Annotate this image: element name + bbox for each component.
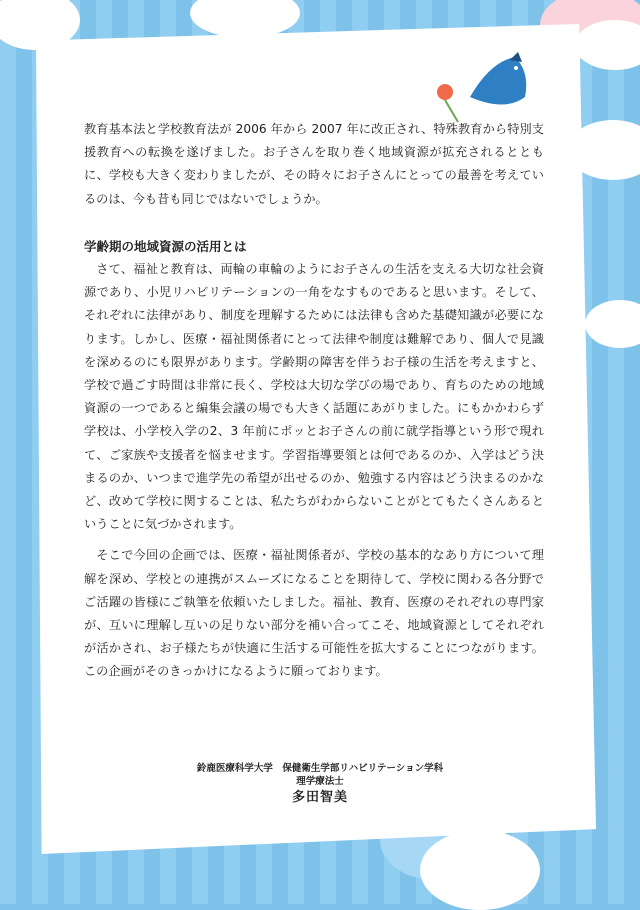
author-title: 理学療法士 (296, 776, 344, 787)
bird-icon (470, 57, 526, 105)
article-body (84, 118, 544, 692)
intro-paragraph: 教育基本法と学校教育法が 2006 年から 2007 年に改正され、特殊教育から特別支援教育への転換を遂げました。お子さんを取り巻く地域資源が拡充されるとともに、学校も大きく変わりましたが、その時々にお子さんにとっての最善を考えているのは、今も昔も同じではないでしょうか。 (84, 122, 544, 206)
flower-icon (437, 84, 453, 100)
section-heading: 学齢期の地域資源の活用とは (84, 238, 247, 254)
author-affiliation: 鈴鹿医療科学大学 保健衛生学部リハビリテーション学科 (196, 763, 444, 774)
cloud-white-bottom (420, 830, 540, 910)
body-paragraph: さて、福祉と教育は、両輪の車輪のようにお子さんの生活を支える大切な社会資源であり、小児リハビリテーションの一角をなすものであると思います。そして、それぞれに法律があり、制度を理解するためには法律も含めた基礎知識が必要になります。しかし、医療・福祉関係者にとって法律や制度は難解であり、個人で見識を深めるのにも限界があります。学齢期の障害を伴うお子様の生活を考えますと、学校で過ごす時間は非常に長く、学校は大切な学びの場であり、育ちのための地域資源の一つであると編集会議の場でも大きく話題にあがりました。にもかかわらず学校は、小学校入学の2、3 年前にポッとお子さんの前に就学指導という形で現れて、ご家族や支援者を悩ませます。学習指導要領とは何であるのか、入学はどう決まるのか、いつまで進学先の希望が出せるのか、勉強する内容はどう決まるのかなど、改めて学校に関することは、私たちがわからないことがとてもたくさんあるということに気づかされます。 (84, 262, 544, 532)
body-paragraph: そこで今回の企画では、医療・福祉関係者が、学校の基本的なあり方について理解を深め、学校との連携がスムーズになることを期待して、学校に関わる各分野でご活躍の皆様にご執筆を依頼いたしました。福祉、教育、医療のそれぞれの専門家が、互いに理解し互いの足りない部分を補い合ってこそ、地域資源としてそれぞれが活かされ、お子様たちが快適に生活する可能性を拡大することにつながります。この企画がそのきっかけになるように願っております。 (84, 548, 544, 679)
author-name: 多田智美 (291, 790, 348, 805)
